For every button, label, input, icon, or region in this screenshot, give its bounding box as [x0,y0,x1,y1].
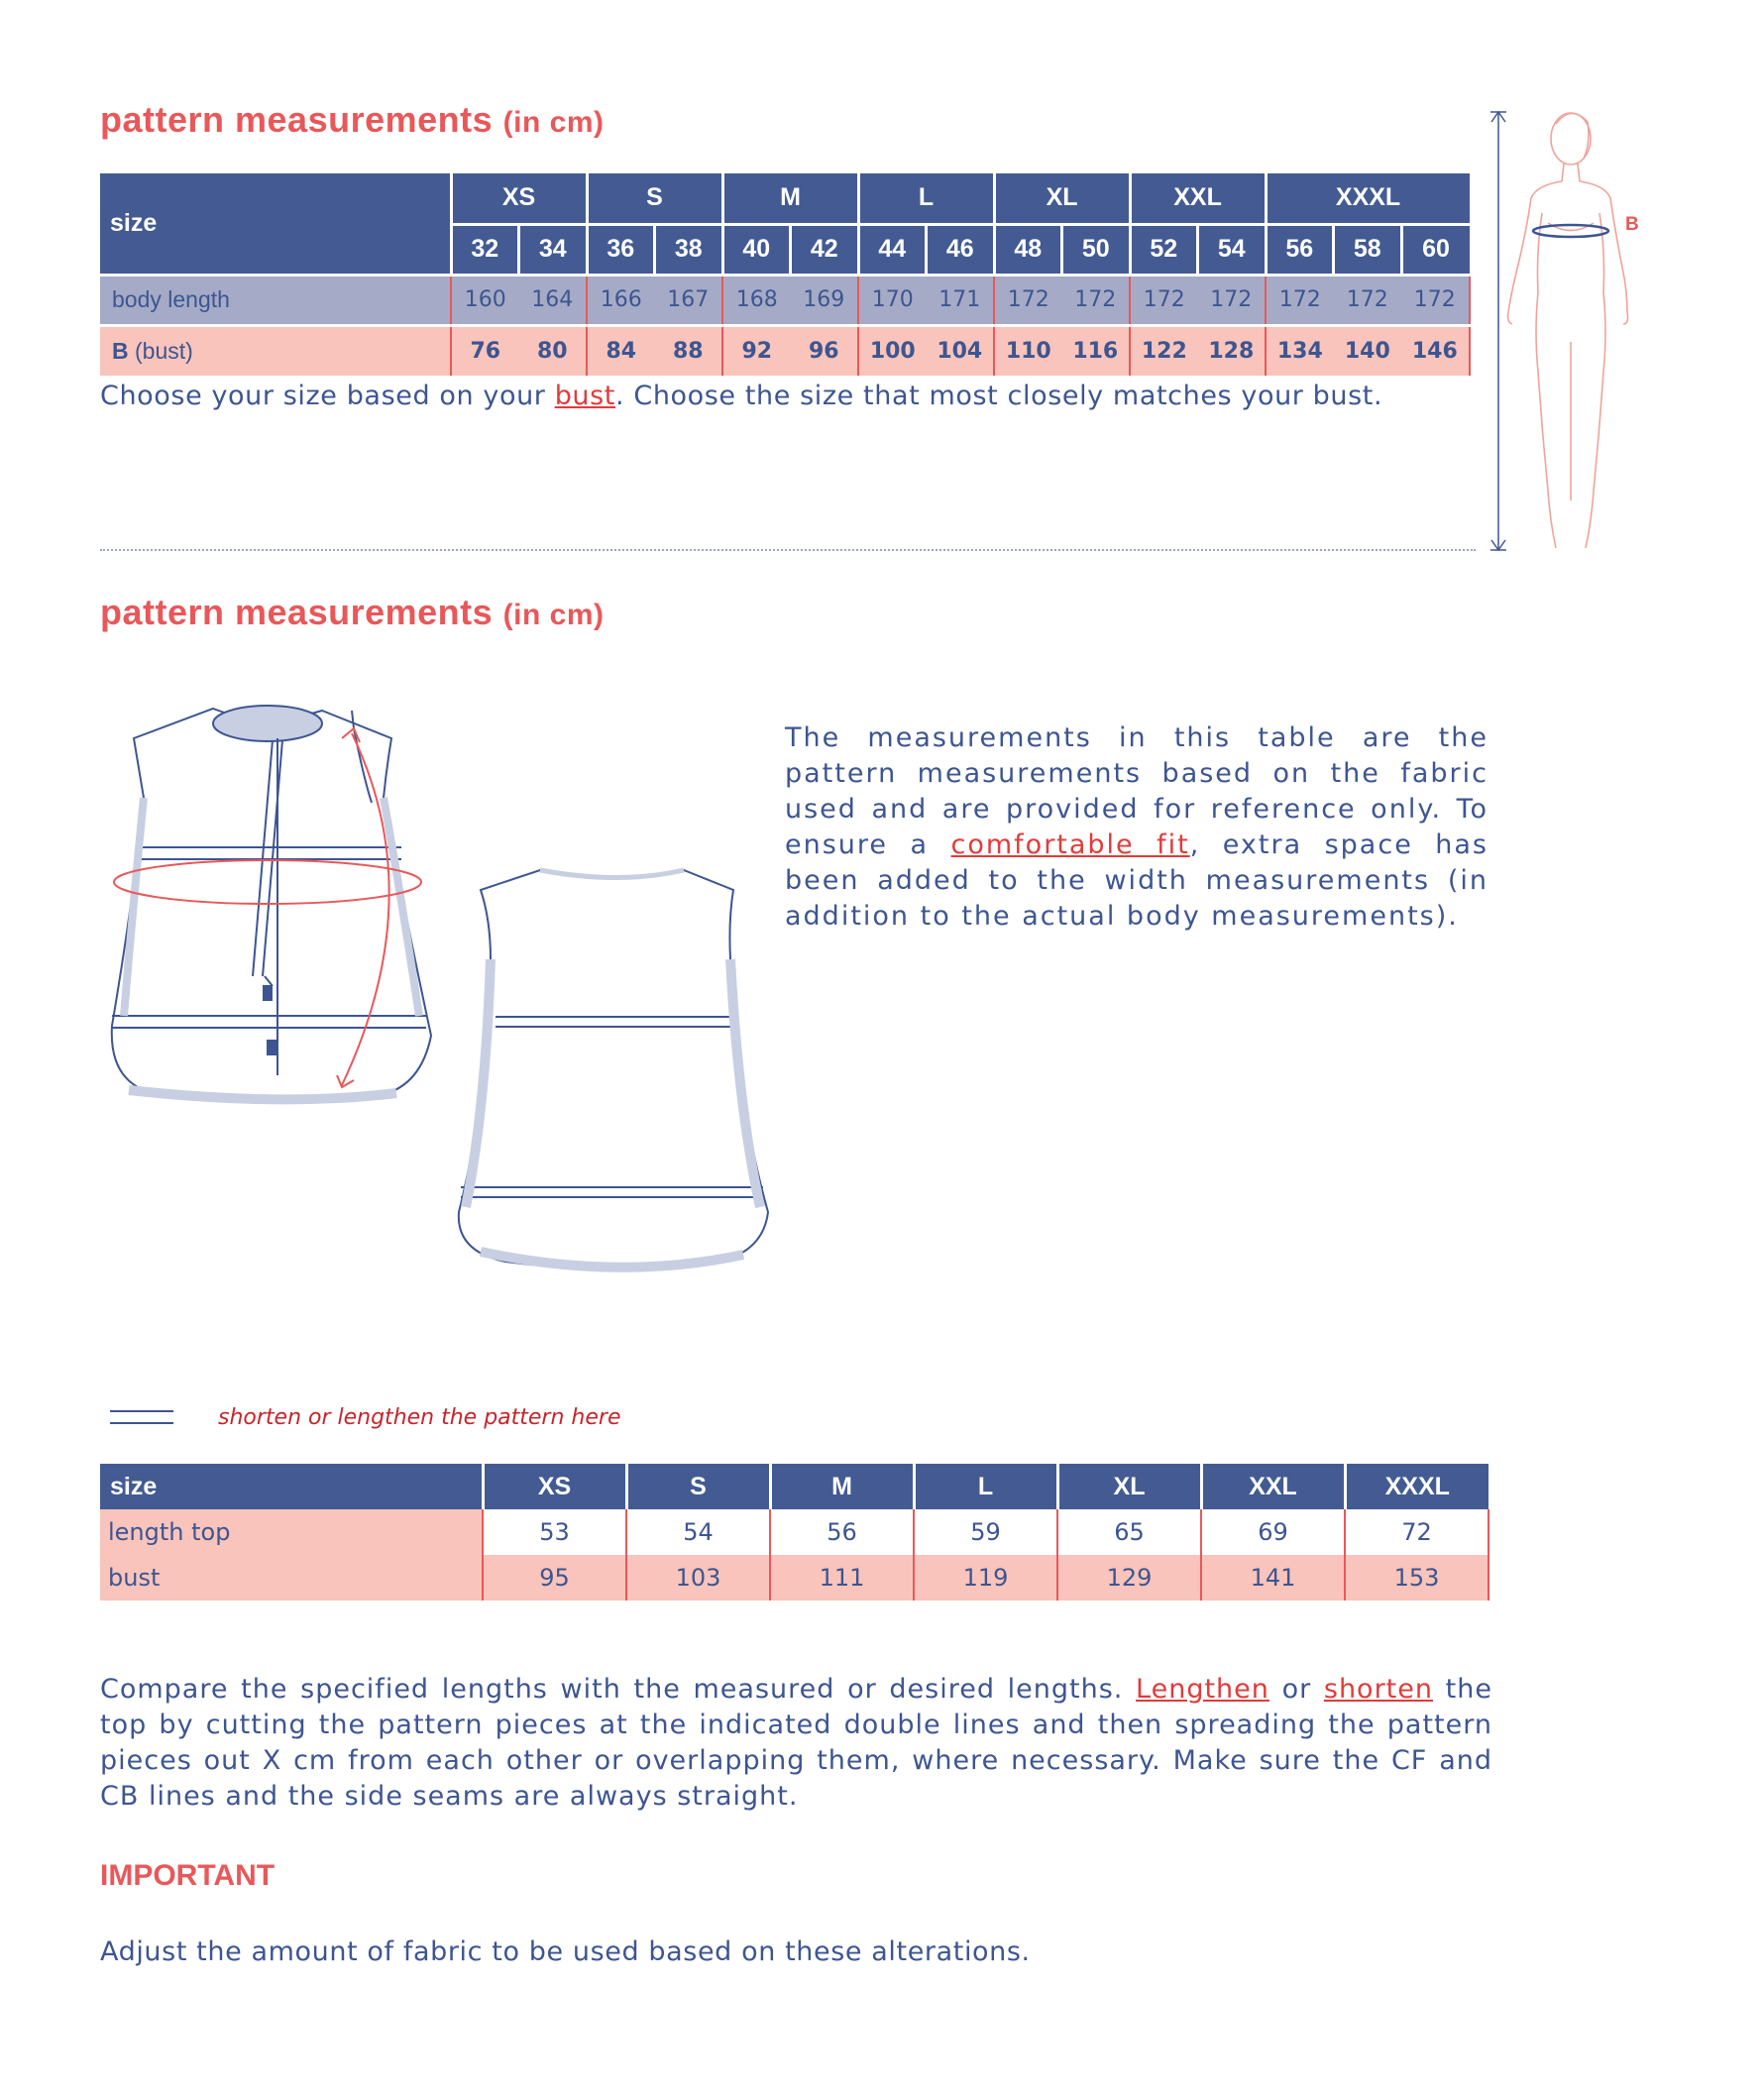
size-group-xl: XL [994,173,1130,224]
lengthen-link[interactable]: Lengthen [1136,1674,1269,1705]
size-number: 52 [1130,224,1198,275]
length-top-value: 65 [1057,1509,1201,1555]
bust-measure-value: 153 [1345,1555,1488,1601]
section2-title-unit: (in cm) [502,599,605,631]
bust-measure-value: 95 [483,1555,626,1601]
length-top-value: 72 [1345,1509,1488,1555]
bust-measure-value: 129 [1057,1555,1201,1601]
section2-title [100,592,605,633]
size-group-xxl: XXL [1130,173,1266,224]
length-top-value: 56 [770,1509,914,1555]
body-measurements-table [100,173,1471,376]
bust-measure-value: 119 [914,1555,1057,1601]
body-length-value: 172 [1130,275,1198,325]
description-text: The measurements in this table are the pattern measurements based on the fabric used and are provided for reference only. To ensure a [785,722,1488,860]
header-cell: S [626,1464,770,1509]
bust-measure-row [100,1555,1488,1601]
important-heading: IMPORTANT [100,1859,276,1892]
size-number: 34 [519,224,588,275]
bust-measure-value: 103 [626,1555,770,1601]
header-cell: XS [483,1464,626,1509]
size-number: 56 [1266,224,1334,275]
description-text-end: , extra space has been added to the width measurements (in addition to the actual body measurements). [785,829,1488,932]
size-choice-note [100,379,1488,414]
size-group-xxxl: XXXL [1266,173,1470,224]
size-number: 38 [655,224,723,275]
section2-title-text: pattern measurements [100,592,494,632]
size-group-l: L [858,173,994,224]
bust-value: 92 [722,325,791,376]
length-top-label: length top [100,1509,483,1555]
bust-value: 80 [519,325,588,376]
instruction-text: Compare the specified lengths with the measured or desired lengths. [100,1674,1137,1705]
size-number: 40 [722,224,791,275]
bust-row [100,325,1470,376]
instruction-text-or: or [1268,1674,1324,1705]
pattern-description [785,720,1488,935]
body-length-value: 170 [858,275,927,325]
pattern-table-header [100,1464,1488,1509]
bust-value: 116 [1062,325,1131,376]
body-length-value: 166 [587,275,655,325]
body-length-row [100,275,1470,325]
body-length-value: 172 [1334,275,1402,325]
size-number: 42 [791,224,859,275]
bust-label [100,325,451,376]
body-length-value: 172 [994,275,1062,325]
size-group-xs: XS [451,173,587,224]
bust-marker-label: B [1625,214,1639,235]
bust-value: 128 [1198,325,1267,376]
double-line-legend-icon [110,1410,173,1424]
size-group-row [100,173,1470,224]
bust-value: 104 [927,325,995,376]
bust-measure-value: 111 [770,1555,914,1601]
size-group-s: S [587,173,722,224]
section1-title [100,99,605,141]
bust-value: 96 [791,325,859,376]
section-divider [100,549,1476,551]
body-length-label: body length [100,275,451,325]
bust-value: 110 [994,325,1062,376]
header-cell: XXL [1201,1464,1345,1509]
header-cell: L [914,1464,1057,1509]
bust-label-text: (bust) [128,337,193,364]
note-text: Choose your size based on your [100,381,555,411]
header-cell: XXXL [1345,1464,1488,1509]
bust-measure-value: 141 [1201,1555,1345,1601]
section1-title-unit: (in cm) [502,106,605,139]
pattern-measurements-table [100,1464,1489,1601]
body-length-value: 167 [655,275,723,325]
body-length-value: 168 [722,275,791,325]
legend-text: shorten or lengthen the pattern here [218,1405,621,1430]
bust-value: 76 [451,325,519,376]
body-length-value: 160 [451,275,519,325]
bust-value: 146 [1401,325,1470,376]
size-number: 32 [451,224,519,275]
header-cell: M [770,1464,914,1509]
bust-value: 84 [587,325,655,376]
bust-link[interactable]: bust [554,381,615,411]
size-number: 50 [1062,224,1131,275]
body-length-value: 169 [791,275,859,325]
length-top-value: 59 [914,1509,1057,1555]
front-garment-sketch [104,699,441,1115]
size-group-m: M [722,173,858,224]
size-number: 48 [994,224,1062,275]
shorten-link[interactable]: shorten [1323,1674,1433,1705]
comfortable-fit-link[interactable]: comfortable fit [950,829,1190,860]
size-header-cell: size [100,173,451,275]
bust-measure-label: bust [100,1555,483,1601]
body-length-value: 172 [1062,275,1131,325]
size-number: 44 [858,224,927,275]
note-text-end: . Choose the size that most closely matches your bust. [615,381,1383,411]
body-length-value: 172 [1266,275,1334,325]
length-top-value: 54 [626,1509,770,1555]
bust-label-letter: B [112,337,129,364]
bust-value: 134 [1266,325,1334,376]
back-garment-sketch [451,860,778,1276]
header-cell: size [100,1464,483,1509]
bust-value: 140 [1334,325,1402,376]
body-length-value: 164 [519,275,588,325]
body-figure-illustration [1477,104,1655,560]
alteration-instructions [100,1672,1492,1815]
size-number: 54 [1198,224,1267,275]
section1-title-text: pattern measurements [100,99,494,140]
size-number: 60 [1401,224,1470,275]
length-top-value: 69 [1201,1509,1345,1555]
length-top-row [100,1509,1488,1555]
instruction-text-end: the top by cutting the pattern pieces at the indicated double lines and then spreading the pattern pieces out X cm from each other or overlapping them, where necessary. Make sure the CF and CB lines and the side seams are always straight. [100,1674,1492,1812]
size-number: 58 [1334,224,1402,275]
header-cell: XL [1057,1464,1201,1509]
size-number: 36 [587,224,655,275]
body-length-value: 171 [927,275,995,325]
bust-value: 100 [858,325,927,376]
body-length-value: 172 [1401,275,1470,325]
important-text: Adjust the amount of fabric to be used based on these alterations. [100,1936,1031,1967]
bust-value: 122 [1130,325,1198,376]
size-number: 46 [927,224,995,275]
body-length-value: 172 [1198,275,1267,325]
bust-value: 88 [655,325,723,376]
length-top-value: 53 [483,1509,626,1555]
